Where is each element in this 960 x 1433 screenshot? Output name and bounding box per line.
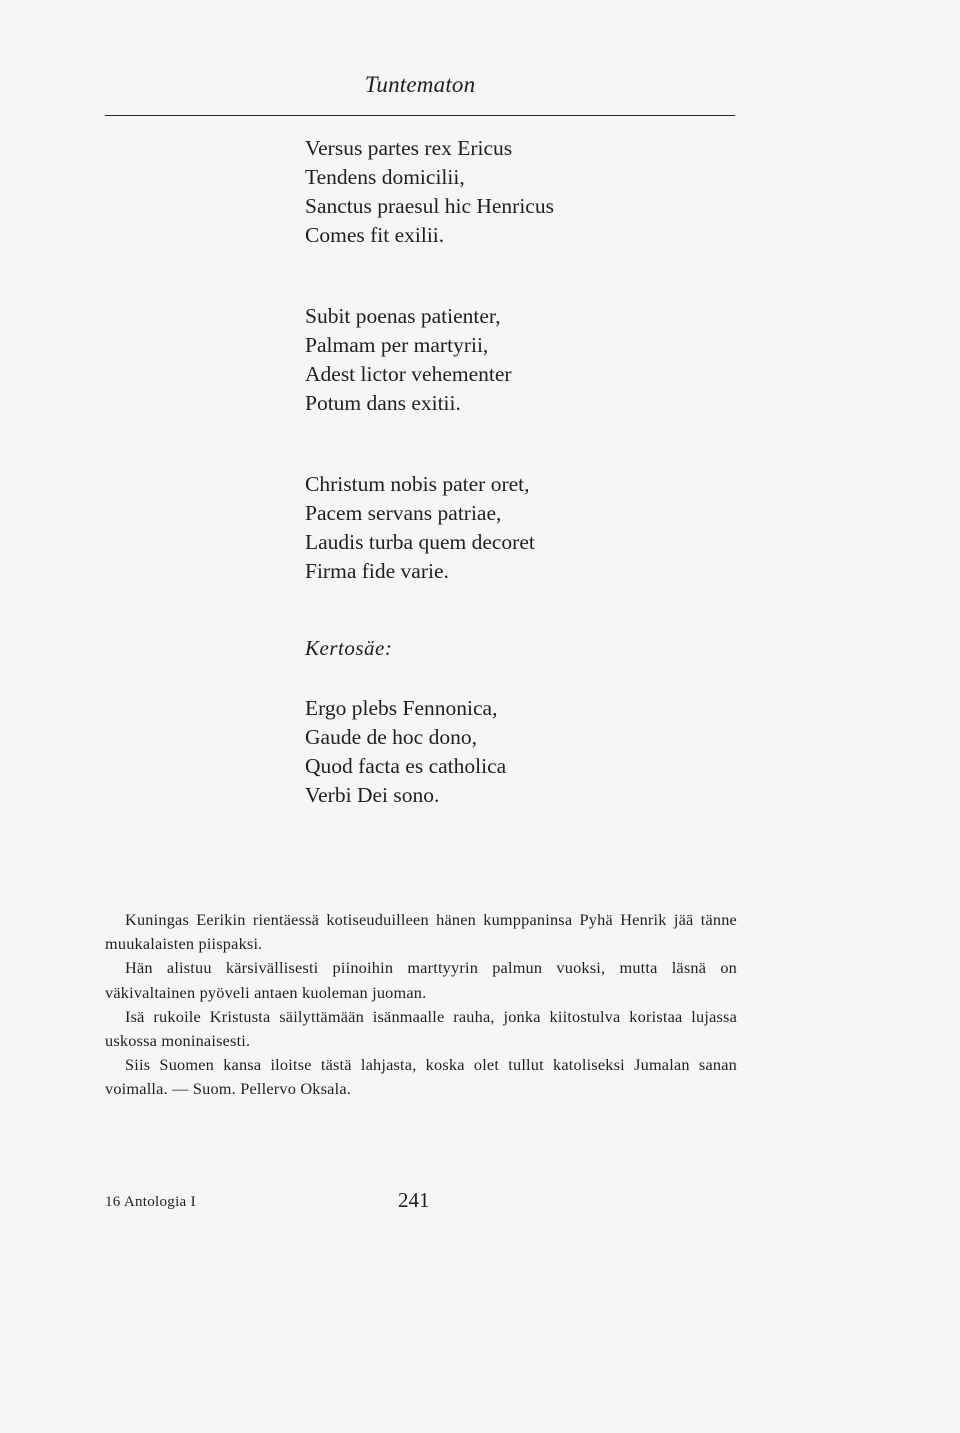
translation — [105, 908, 737, 1102]
poem-line: Potum dans exitii. — [305, 391, 461, 415]
stanza-gap — [305, 418, 765, 470]
translation-paragraph: Siis Suomen kansa iloitse tästä lahjasta, koska olet tullut katoliseksi Jumalan sanan voimalla. — Suom. Pellervo Oksala. — [105, 1055, 737, 1099]
stanza-1 — [305, 134, 765, 250]
poem-line: Tendens domicilii, — [305, 165, 465, 189]
printer-signature: 16 Antologia I — [105, 1194, 196, 1210]
refrain-line: Verbi Dei sono. — [305, 783, 440, 807]
poem-line: Adest lictor vehementer — [305, 362, 512, 386]
stanza-gap — [305, 250, 765, 302]
translation-paragraph: Kuningas Eerikin rientäessä kotiseuduilleen hänen kumppaninsa Pyhä Henrik jää tänne muukalaisten piispaksi. — [105, 910, 737, 954]
poem-line: Christum nobis pater oret, — [305, 472, 530, 496]
header-rule — [105, 115, 735, 116]
poem-line: Sanctus praesul hic Henricus — [305, 194, 554, 218]
poem-line: Firma fide varie. — [305, 559, 449, 583]
poem — [305, 134, 765, 586]
stanza-3 — [305, 470, 765, 586]
refrain-line: Ergo plebs Fennonica, — [305, 696, 498, 720]
poem-line: Comes fit exilii. — [305, 223, 445, 247]
stanza-2 — [305, 302, 765, 418]
refrain-line: Quod facta es catholica — [305, 754, 507, 778]
poem-line: Subit poenas patienter, — [305, 304, 501, 328]
translation-paragraph: Hän alistuu kärsivällisesti piinoihin marttyyrin palmun vuoksi, mutta läsnä on väkivaltainen pyöveli antaen kuoleman juoman. — [105, 958, 737, 1002]
refrain-label: Kertosäe: — [305, 636, 393, 660]
refrain-line: Gaude de hoc dono, — [305, 725, 477, 749]
poem-line: Laudis turba quem decoret — [305, 530, 535, 554]
translation-paragraph: Isä rukoile Kristusta säilyttämään isänmaalle rauha, jonka kiitostulva koristaa lujassa uskossa moninaisesti. — [105, 1006, 737, 1051]
poem-line: Versus partes rex Ericus — [305, 136, 513, 160]
poem-line: Palmam per martyrii, — [305, 333, 489, 357]
page-number: 241 — [398, 1188, 430, 1212]
poem-line: Pacem servans patriae, — [305, 501, 502, 525]
page-title: Tuntematon — [364, 72, 476, 97]
refrain — [305, 694, 506, 810]
